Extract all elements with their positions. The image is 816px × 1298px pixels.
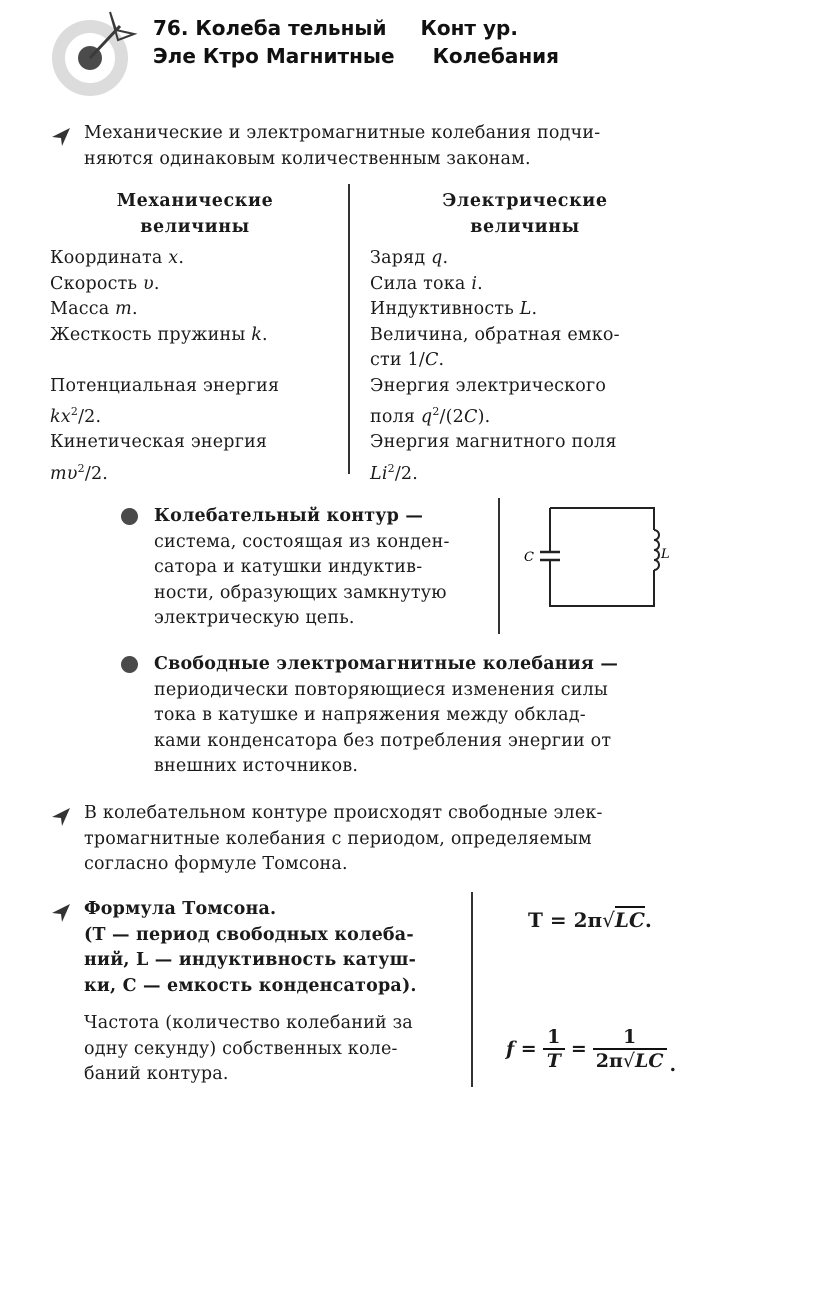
elec-column-header: Электрические величины — [442, 191, 608, 237]
elec-row-electric-energy: Энергия электрического — [370, 375, 607, 396]
target-arrow-icon — [48, 8, 140, 100]
thomson-formula: T = 2π√LC. — [528, 908, 652, 932]
mech-row-kinetic: Кинетическая энергия — [50, 432, 268, 453]
mech-values: Координата x. Скорость υ. Масса m. Жесткость пружины k. Потенциальная энергия $kx^2/2$. Кинетическая энергия $m\upsilon^2/2$. — [50, 248, 280, 484]
thomson-description: Формула Томсона. (T — период свободных колеба- ний, L — индуктивность катуш- ки, C — емкость конденсатора). Частота (количество колебаний за одну секунду) собственных коле- баний контура. — [84, 899, 417, 1084]
mech-row-stiffness: Жесткость пружины k. — [50, 324, 268, 345]
elec-row-current: Сила тока i. — [370, 273, 483, 294]
inductor-coil — [654, 530, 659, 570]
bullet-icon — [121, 656, 138, 673]
inductor-label: L — [661, 547, 670, 562]
mech-column-header: Механические величины — [116, 191, 274, 237]
contour-definition: Колебательный контур — система, состоящая из конден- сатора и катушки индуктив- ности, образующих замкнутую электрическую цепь. — [154, 506, 450, 628]
elec-row-inv-capacitance: Величина, обратная емко- — [370, 324, 620, 345]
page-title: 76. Колеба тельный Конт ур. Эле Ктро Магнитные Колебания — [153, 16, 559, 68]
fraction-1-over-2pi-root-lc: $\frac{1}{2\pi√LC}$ — [593, 1026, 667, 1072]
table-divider — [348, 184, 350, 474]
elec-row-charge: Заряд q. — [370, 248, 449, 268]
bullet-icon — [121, 508, 138, 525]
intro-text: Механические и электромагнитные колебания подчи- няются одинаковым количественным законам. — [84, 123, 601, 169]
free-oscillations-definition: Свободные электромагнитные колебания — периодически повторяющиеся изменения силы тока в катушке и напряжения между обклад- ками конденсатора без потребления энергии от внешних источников. — [154, 654, 619, 776]
elec-row-inductance: Индуктивность L. — [370, 299, 538, 319]
elec-row-magnetic-energy: Энергия магнитного поля — [370, 432, 617, 453]
lc-circuit-diagram — [520, 500, 680, 615]
fraction-1-over-t: $\frac{1}{T}$ — [543, 1026, 565, 1072]
pointer-arrow-icon — [50, 806, 72, 828]
pointer-arrow-icon — [50, 902, 72, 924]
pointer-arrow-icon — [50, 126, 72, 148]
capacitor-label: C — [524, 550, 534, 565]
contour-divider — [498, 498, 500, 634]
frequency-formula: f = $\frac{1}{T}$ = $\frac{1}{2\pi√LC}$ . — [506, 1026, 677, 1076]
mech-row-coord: Координата x. — [50, 248, 185, 268]
mech-row-mass: Масса m. — [50, 299, 138, 319]
formula-divider — [471, 892, 473, 1087]
mech-row-potential: Потенциальная энергия — [50, 375, 280, 396]
elec-values: Заряд q. Сила тока i. Индуктивность L. Величина, обратная емко- сти 1/C. Энергия электрического поля $q^2/(2C)$. Энергия магнитного поля Li$^2$/2. — [370, 248, 620, 484]
mech-row-speed: Скорость υ. — [50, 273, 160, 294]
period-note: В колебательном контуре происходят свободные элек- тромагнитные колебания с периодом, определяемым согласно формуле Томсона. — [84, 803, 603, 874]
